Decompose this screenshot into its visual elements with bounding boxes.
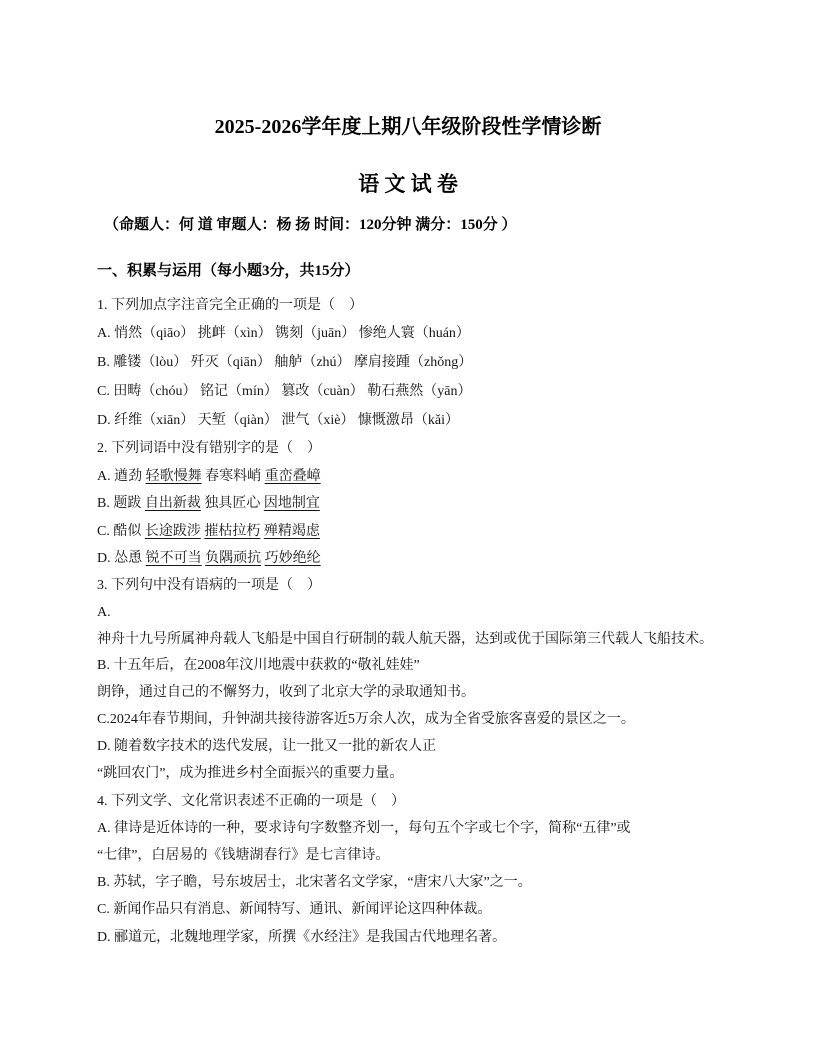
option-d: D. 随着数字技术的迭代发展，让一批又一批的新农人正 <box>97 739 437 754</box>
exam-meta-info: （命题人：何 道 审题人：杨 扬 时间：120分钟 满分：150分 ） <box>104 217 517 233</box>
exam-subject-title: 语 文 试 卷 <box>358 172 458 196</box>
option-word: 怂恿 <box>114 551 143 567</box>
question-2 <box>97 435 737 573</box>
option-b: B. 雕镂（lòu） 歼灭（qiān） 舳舻（zhú） 摩肩接踵（zhǒng） <box>97 355 473 371</box>
option-a-continued: “七律”，白居易的《钱塘湖春行》是七言律诗。 <box>97 848 390 864</box>
option-word-underlined: 重峦叠嶂 <box>264 468 321 484</box>
exam-title: 2025-2026学年度上期八年级阶段性学情诊断 <box>214 116 602 138</box>
option-label: C. <box>97 523 110 539</box>
option-b <box>97 490 737 518</box>
option-d: D. 纤维（xiān） 天堑（qiàn） 泄气（xiè） 慷慨激昂（kǎi） <box>97 412 460 428</box>
option-c <box>97 518 737 546</box>
option-word-underlined: 殚精竭虑 <box>263 523 320 539</box>
option-a: A. 律诗是近体诗的一种，要求诗句字数整齐划一，每句五个字或七个字，简称“五律”或 <box>97 820 631 836</box>
option-word: 酷似 <box>113 523 142 539</box>
option-c: C. 新闻作品只有消息、新闻特写、通讯、新闻评论这四种体裁。 <box>97 902 492 918</box>
option-b: B. 十五年后，在2008年汶川地震中获救的“敬礼娃娃” <box>97 658 420 674</box>
question-3 <box>97 573 737 788</box>
section-heading: 一、积累与运用（每小题3分，共15分） <box>97 263 360 279</box>
option-a: A. 悄然（qiāo） 挑衅（xìn） 镌刻（juān） 惨绝人寰（huán） <box>97 326 470 342</box>
option-word-underlined: 摧枯拉朽 <box>204 523 261 539</box>
option-b-continued: 朗铮，通过自己的不懈努力，收到了北京大学的录取通知书。 <box>97 685 475 701</box>
option-c: C. 田畴（chóu） 铭记（mín） 篡改（cuàn） 勒石燕然（yān） <box>97 383 472 399</box>
option-a-label: A. <box>97 604 111 620</box>
option-word: 春寒料峭 <box>205 468 262 484</box>
question-stem: 4. 下列文学、文化常识表述不正确的一项是（ ） <box>97 793 405 809</box>
option-d: D. 郦道元，北魏地理学家，所撰《水经注》是我国古代地理名著。 <box>97 929 507 945</box>
option-label: A. <box>97 468 111 484</box>
question-4 <box>97 788 737 951</box>
option-word-underlined: 因地制宜 <box>263 496 320 512</box>
option-label: B. <box>97 496 110 512</box>
option-c: C.2024年春节期间，升钟湖共接待游客近5万余人次，成为全省受旅客喜爱的景区之一。 <box>97 712 635 728</box>
question-1 <box>97 292 737 436</box>
question-list <box>97 292 737 951</box>
option-a-text: 神舟十九号所属神舟载人飞船是中国自行研制的载人航天器，达到或优于国际第三代载人飞船技术。 <box>97 631 713 647</box>
question-stem: 1. 下列加点字注音完全正确的一项是（ ） <box>97 297 363 313</box>
option-word: 独具匠心 <box>204 496 261 512</box>
option-word-underlined: 负隅顽抗 <box>205 551 262 567</box>
option-d-continued: “跳回农门”，成为推进乡村全面振兴的重要力量。 <box>97 765 404 781</box>
option-d <box>97 545 737 573</box>
question-stem: 2. 下列词语中没有错别字的是（ ） <box>97 441 321 457</box>
option-label: D. <box>97 551 111 567</box>
option-word: 题跋 <box>113 496 142 512</box>
question-stem: 3. 下列句中没有语病的一项是（ ） <box>97 577 321 593</box>
option-word-underlined: 长途跋涉 <box>144 523 201 539</box>
option-b: B. 苏轼，字子瞻，号东坡居士，北宋著名文学家，“唐宋八大家”之一。 <box>97 875 532 891</box>
option-word: 遒劲 <box>114 468 143 484</box>
option-word-underlined: 巧妙绝纶 <box>264 551 321 567</box>
option-word-underlined: 自出新裁 <box>144 496 201 512</box>
option-word-underlined: 轻歌慢舞 <box>145 468 202 484</box>
option-word-underlined: 锐不可当 <box>145 551 202 567</box>
option-a <box>97 463 737 491</box>
